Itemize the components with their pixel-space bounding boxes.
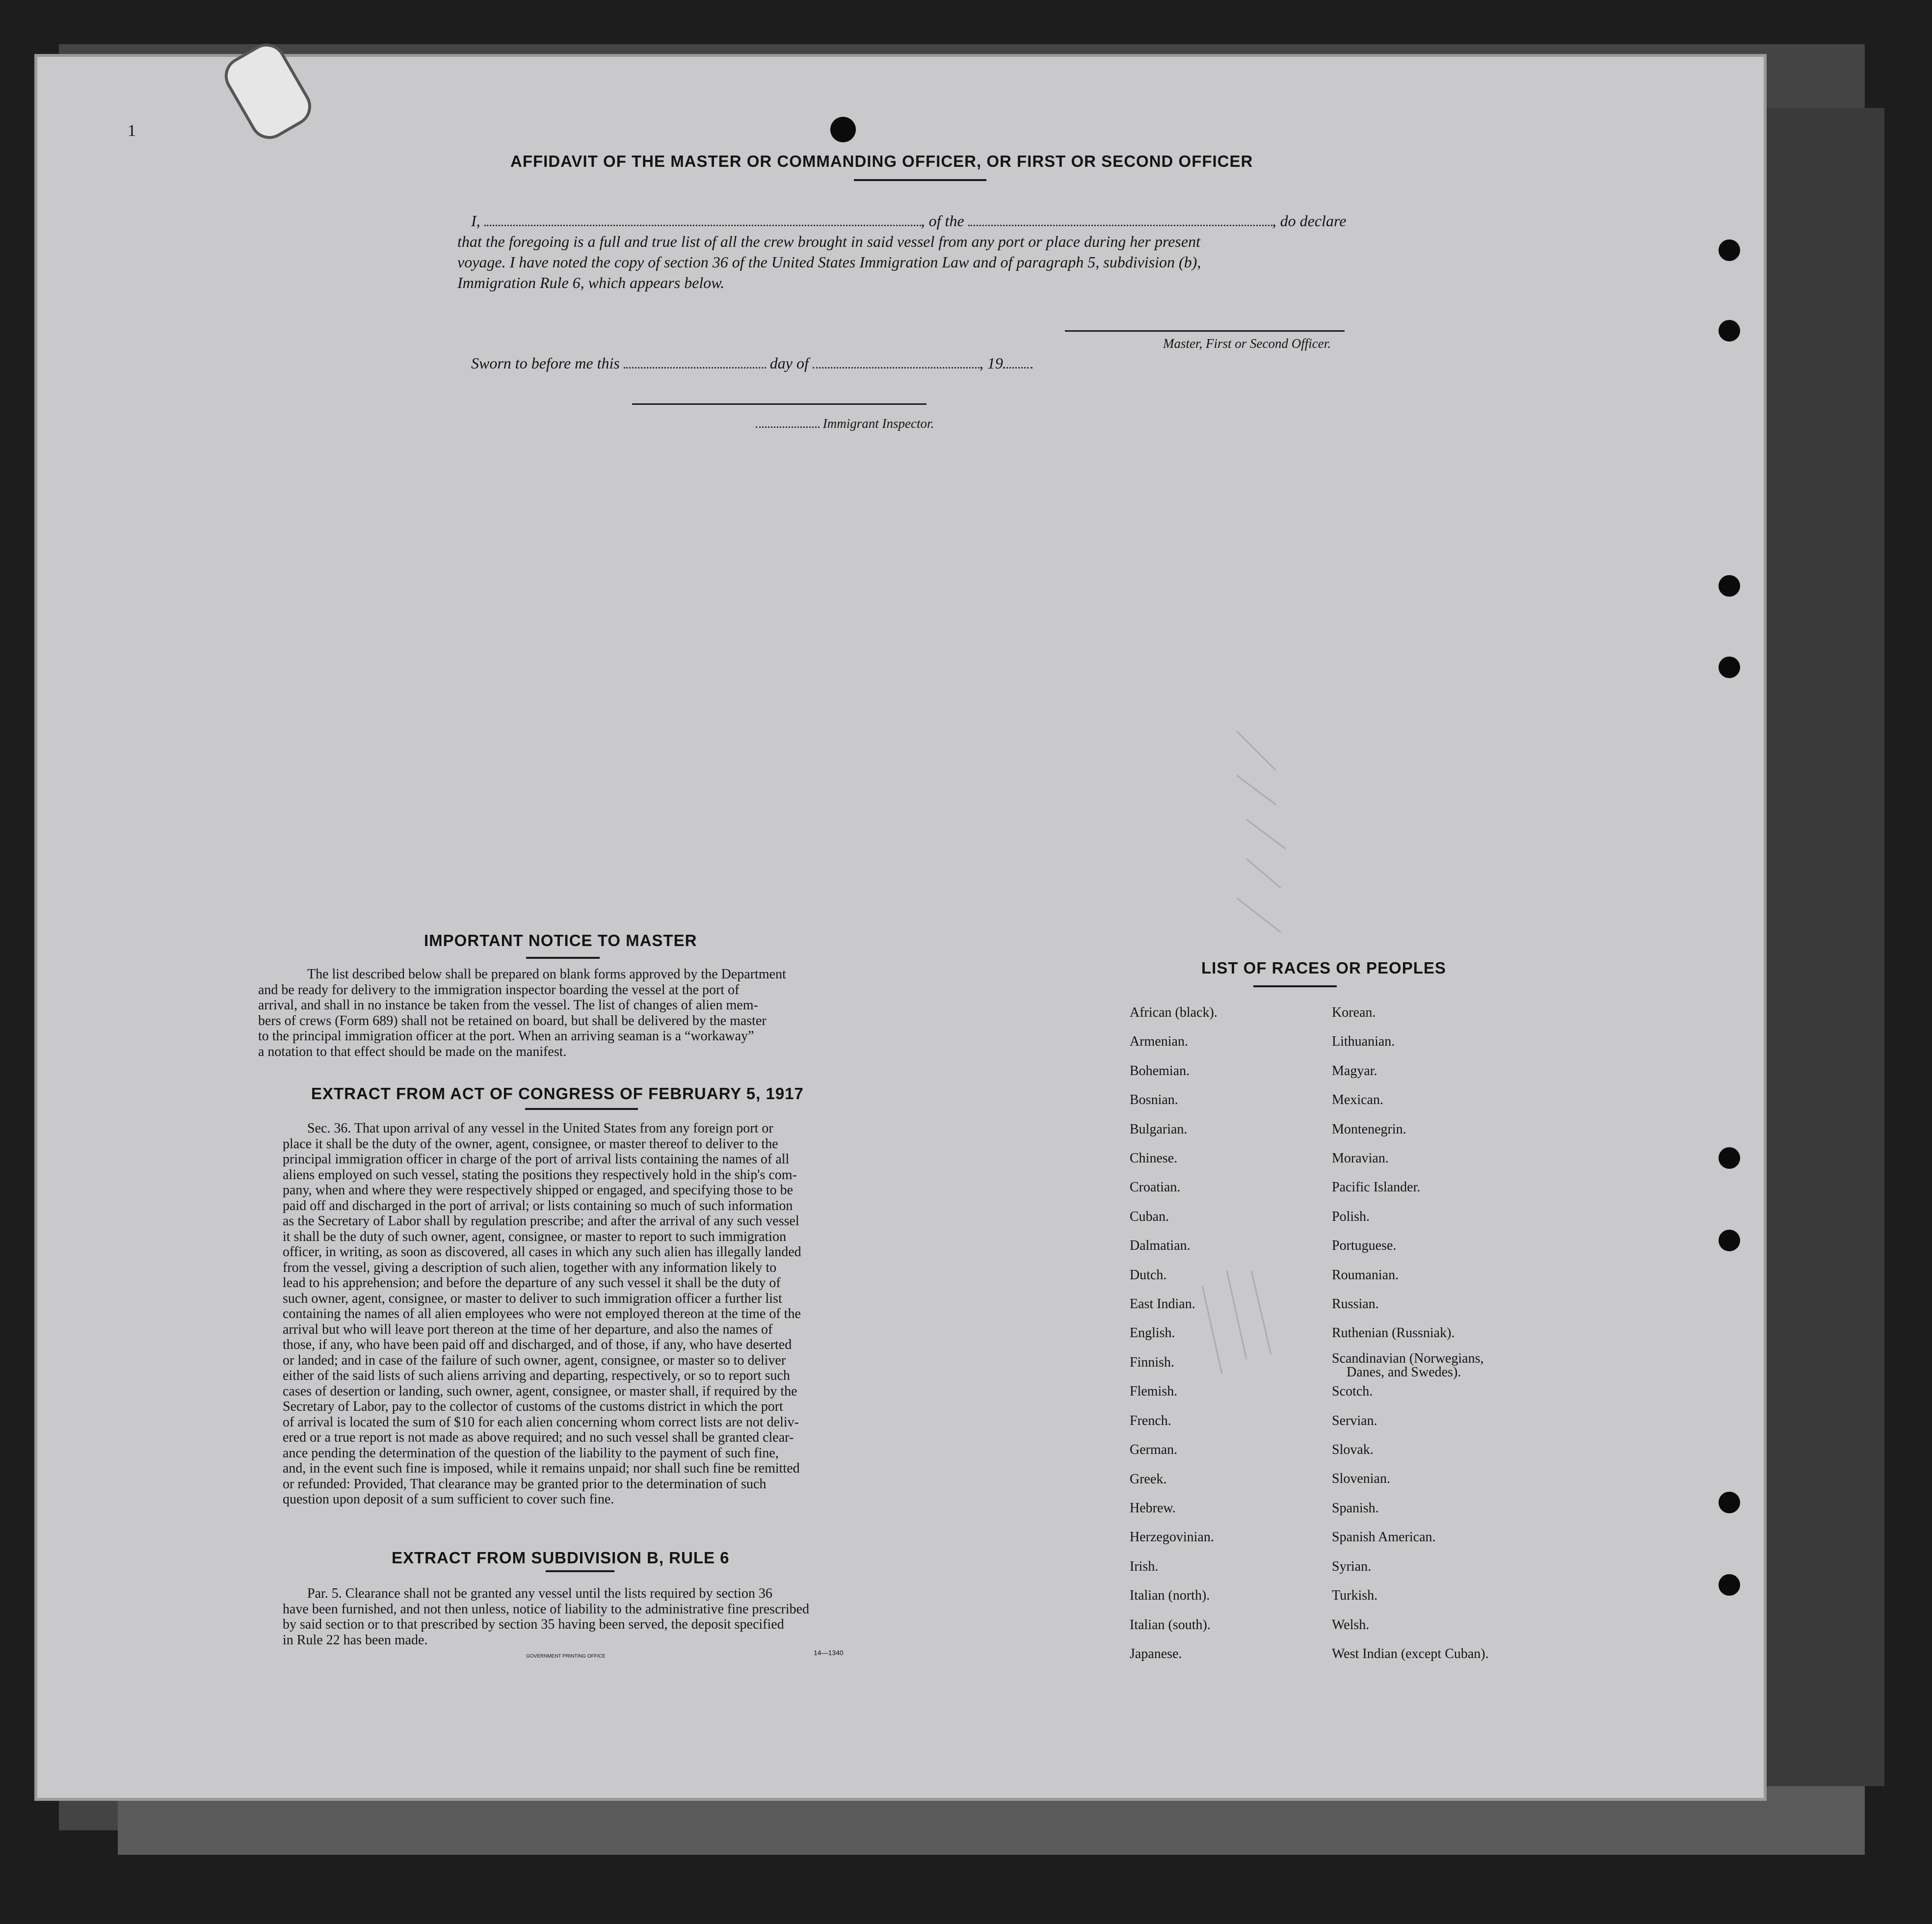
act-title: EXTRACT FROM ACT OF CONGRESS OF FEBRUARY 5, 1917: [311, 1084, 804, 1103]
act-line: paid off and discharged in the port of arrival; or lists containing so much of such information: [283, 1198, 793, 1213]
race-item: Polish.: [1332, 1209, 1370, 1224]
punch-hole: [1719, 657, 1740, 678]
page-number: 1: [128, 122, 136, 140]
race-item: Korean.: [1332, 1005, 1376, 1020]
notice-line: arrival, and shall in no instance be taken from the vessel. The list of changes of alien mem-: [258, 998, 758, 1013]
rule-title: EXTRACT FROM SUBDIVISION B, RULE 6: [392, 1549, 730, 1567]
act-line: Secretary of Labor, pay to the collector of customs of the customs district in which the port: [283, 1399, 783, 1414]
race-item: Ruthenian (Russniak).: [1332, 1325, 1455, 1341]
race-item: Syrian.: [1332, 1558, 1372, 1574]
race-item-scandinavian-cont: Danes, and Swedes).: [1347, 1364, 1461, 1380]
rule-text: [283, 1586, 895, 1648]
race-item: Turkish.: [1332, 1588, 1378, 1604]
rule-line: in Rule 22 has been made.: [283, 1632, 428, 1648]
act-line: place it shall be the duty of the owner, agent, consignee, or master thereof to deliver to the: [283, 1136, 778, 1152]
race-item: Herzegovinian.: [1130, 1529, 1214, 1545]
act-line: arrival but who will leave port thereon at the time of her departure, and also the names of: [283, 1321, 773, 1337]
rule-rule: [546, 1570, 614, 1572]
inspector-line-text: [756, 416, 934, 431]
race-item: Russian.: [1332, 1296, 1379, 1312]
i-label: I,: [471, 212, 480, 230]
race-item: Roumanian.: [1332, 1267, 1399, 1283]
punch-hole: [1719, 1574, 1740, 1596]
act-line: Sec. 36. That upon arrival of any vessel in the United States from any foreign port or: [307, 1121, 773, 1136]
notice-line: bers of crews (Form 689) shall not be retained on board, but shall be delivered by the master: [258, 1013, 767, 1028]
race-item: Spanish.: [1332, 1500, 1379, 1516]
race-item: Japanese.: [1130, 1646, 1182, 1661]
races-rule: [1253, 985, 1337, 987]
race-item: Lithuanian.: [1332, 1034, 1395, 1050]
vessel-blank: [968, 215, 1272, 226]
race-item: West Indian (except Cuban).: [1332, 1646, 1489, 1661]
race-item: Slovak.: [1332, 1442, 1374, 1458]
affidavit-line-4: Immigration Rule 6, which appears below.: [457, 274, 725, 291]
notice-line: The list described below shall be prepared on blank forms approved by the Department: [307, 967, 786, 982]
title-rule: [854, 179, 986, 181]
act-line: or landed; and in case of the failure of such owner, agent, consignee, or master so to deliver: [283, 1352, 786, 1368]
rule-line: by said section or to that prescribed by section 35 having been served, the deposit specified: [283, 1617, 784, 1632]
rule-line: have been furnished, and not then unless, notice of liability to the administrative fine prescribed: [283, 1601, 810, 1617]
act-line: officer, in writing, as soon as discovered, all cases in which any such alien has illegally landed: [283, 1244, 801, 1260]
race-item: German.: [1130, 1442, 1178, 1458]
act-line: principal immigration officer in charge of the port of arrival lists containing the names of all: [283, 1152, 790, 1167]
race-item: African (black).: [1130, 1005, 1217, 1020]
races-right-column: [1332, 998, 1489, 1668]
race-item: [1332, 1348, 1489, 1380]
act-line: it shall be the duty of such owner, agent, consignee, or master to report to such immigration: [283, 1229, 787, 1244]
race-item: Chinese.: [1130, 1151, 1178, 1166]
punch-hole: [1719, 1492, 1740, 1513]
act-line: aliens employed on such vessel, stating the positions they respectively hold in the ship's com-: [283, 1167, 797, 1183]
race-item: Montenegrin.: [1332, 1121, 1406, 1137]
race-item: Slovenian.: [1332, 1471, 1390, 1487]
act-line: ance pending the determination of the question of the liability to the payment of such fine,: [283, 1445, 779, 1461]
notice-text: [258, 967, 895, 1059]
printer-imprint: GOVERNMENT PRINTING OFFICE: [526, 1654, 606, 1659]
punch-hole: [1719, 320, 1740, 342]
act-line: such owner, agent, consignee, or master to deliver to such immigration officer a further list: [283, 1291, 782, 1306]
declare-label: , do declare: [1272, 212, 1347, 230]
act-rule: [525, 1108, 638, 1110]
year-blank: [1003, 357, 1032, 369]
inspector-label: Immigrant Inspector.: [822, 416, 934, 431]
act-line: containing the names of all alien employees who were not employed thereon at the time of the: [283, 1306, 801, 1321]
act-line: cases of desertion or landing, such owner, agent, consignee, or master shall, if required by the: [283, 1383, 797, 1399]
race-item: Finnish.: [1130, 1354, 1175, 1370]
race-item: Bulgarian.: [1130, 1121, 1188, 1137]
sworn-line: [471, 354, 1032, 372]
backing-sheet-right: [1757, 108, 1884, 1786]
punch-hole: [1719, 239, 1740, 261]
affidavit-title: AFFIDAVIT OF THE MASTER OR COMMANDING OFFICER, OR FIRST OR SECOND OFFICER: [510, 152, 1253, 170]
notice-line: and be ready for delivery to the immigration inspector boarding the vessel at the port of: [258, 982, 740, 998]
act-line: pany, when and where they were respectively shipped or engaged, and specifying those to be: [283, 1183, 794, 1198]
rule-line: Par. 5. Clearance shall not be granted any vessel until the lists required by section 36: [307, 1586, 772, 1601]
day-of-label: day of: [769, 354, 809, 372]
inspector-blank: [756, 420, 820, 428]
race-item: Italian (north).: [1130, 1588, 1210, 1604]
affidavit-line-2: that the foregoing is a full and true list of all the crew brought in said vessel from any port or place during her present: [457, 233, 1200, 250]
race-item-scandinavian: Scandinavian (Norwegians,: [1332, 1350, 1484, 1366]
manifest-page: [34, 54, 1767, 1801]
punch-hole: [830, 117, 856, 142]
act-line: those, if any, who have been paid off and discharged, and of those, if any, who have deserted: [283, 1337, 792, 1352]
race-item: Moravian.: [1332, 1151, 1389, 1166]
act-line: either of the said lists of such aliens arriving and departing, respectively, or so to report such: [283, 1368, 790, 1383]
race-item: Welsh.: [1332, 1617, 1370, 1633]
act-line: and, in the event such fine is imposed, while it remains unpaid; nor shall such fine be remitted: [283, 1461, 800, 1476]
master-label: Master, First or Second Officer.: [1163, 336, 1331, 351]
race-item: Scotch.: [1332, 1384, 1373, 1399]
year-label: , 19: [979, 354, 1003, 372]
races-left-column: [1130, 998, 1217, 1668]
race-item: Spanish American.: [1332, 1529, 1436, 1545]
race-item: Bohemian.: [1130, 1063, 1190, 1079]
race-item: Croatian.: [1130, 1180, 1181, 1195]
of-the-label: , of the: [921, 212, 964, 230]
act-text: [283, 1121, 895, 1507]
notice-line: to the principal immigration officer at the port. When an arriving seaman is a “workaway”: [258, 1028, 754, 1044]
act-line: as the Secretary of Labor shall by regulation prescribe; and after the arrival of any such vessel: [283, 1213, 799, 1229]
races-title: LIST OF RACES OR PEOPLES: [1201, 959, 1446, 977]
race-item: Cuban.: [1130, 1209, 1169, 1224]
month-blank: [813, 357, 979, 369]
race-item: Greek.: [1130, 1471, 1167, 1487]
race-item: Italian (south).: [1130, 1617, 1211, 1633]
race-item: Hebrew.: [1130, 1500, 1176, 1516]
punch-hole: [1719, 1147, 1740, 1169]
act-line: question upon deposit of a sum sufficient to cover such fine.: [283, 1492, 614, 1507]
notice-line: a notation to that effect should be made on the manifest.: [258, 1044, 567, 1059]
punch-hole: [1719, 1230, 1740, 1251]
name-blank: [484, 215, 921, 226]
race-item: English.: [1130, 1325, 1175, 1341]
sworn-label: Sworn to before me this: [471, 354, 620, 372]
race-item: East Indian.: [1130, 1296, 1195, 1312]
act-line: from the vessel, giving a description of such alien, together with any information likely to: [283, 1260, 777, 1275]
form-code: 14—1340: [814, 1649, 844, 1657]
race-item: Magyar.: [1332, 1063, 1377, 1079]
notice-rule: [526, 957, 600, 959]
race-item: Servian.: [1332, 1413, 1377, 1428]
race-item: Portuguese.: [1332, 1238, 1397, 1254]
race-item: Flemish.: [1130, 1384, 1178, 1399]
inspector-line: [632, 403, 926, 405]
race-item: Dalmatian.: [1130, 1238, 1191, 1254]
act-line: ered or a true report is not made as above required; and no such vessel shall be granted clear-: [283, 1430, 794, 1445]
signature-line: [1065, 330, 1345, 332]
act-line: of arrival is located the sum of $10 for each alien concerning whom correct lists are not deliv-: [283, 1414, 799, 1430]
affidavit-line-3: voyage. I have noted the copy of section 36 of the United States Immigration Law and of paragraph 5, subdivision (b),: [457, 253, 1201, 271]
race-item: Bosnian.: [1130, 1092, 1178, 1108]
bleed-through: [34, 54, 1767, 1801]
race-item: Mexican.: [1332, 1092, 1383, 1108]
punch-hole: [1719, 575, 1740, 597]
notice-title: IMPORTANT NOTICE TO MASTER: [424, 931, 697, 949]
race-item: French.: [1130, 1413, 1171, 1428]
act-line: lead to his apprehension; and before the departure of any such vessel it shall be the duty of: [283, 1275, 781, 1291]
race-item: Irish.: [1130, 1558, 1159, 1574]
act-line: or refunded: Provided, That clearance may be granted prior to the determination of such: [283, 1476, 767, 1492]
affidavit-line-1: [471, 212, 1346, 230]
race-item: Pacific Islander.: [1332, 1180, 1421, 1195]
race-item: Armenian.: [1130, 1034, 1188, 1050]
day-blank: [624, 357, 766, 369]
race-item: Dutch.: [1130, 1267, 1167, 1283]
